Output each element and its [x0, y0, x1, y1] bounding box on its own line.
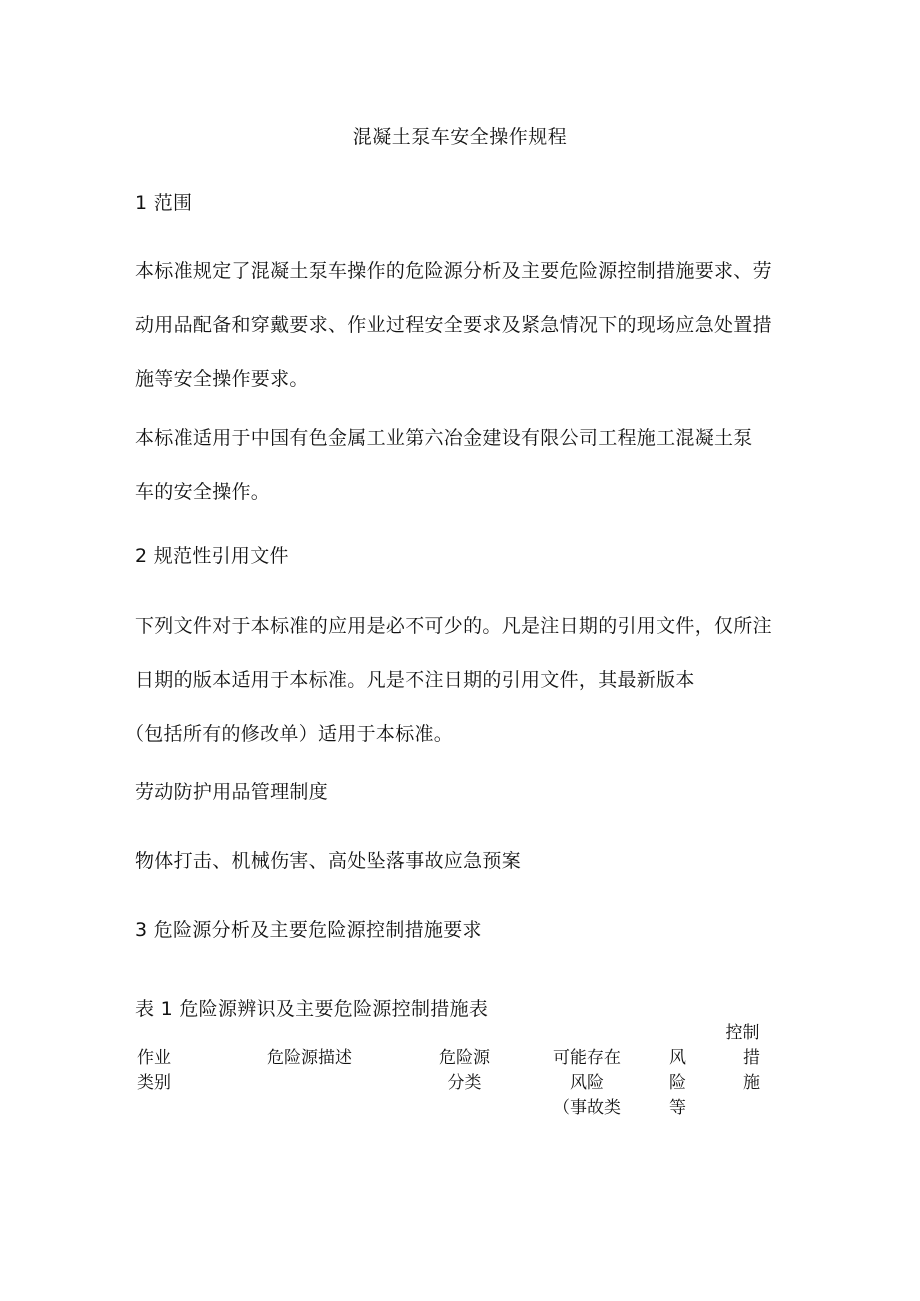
section-2-heading: 2 规范性引用文件: [135, 545, 289, 567]
header-control-measures: 控制 措 施: [725, 1023, 760, 1093]
table-caption: 表 1 危险源辨识及主要危险源控制措施表: [135, 998, 489, 1020]
header-possible-risk: 可能存在 风险 （事故类: [553, 1048, 621, 1118]
section-2-paragraph: 下列文件对于本标准的应用是必不可少的。凡是注日期的引用文件，仅所注 日期的版本适用于本标准。凡是不注日期的引用文件，其最新版本 （包括所有的修改单）适用于本标准。: [125, 615, 772, 745]
section-1-paragraph-1: 本标准规定了混凝土泵车操作的危险源分析及主要危险源控制措施要求、劳 动用品配备和穿戴要求、作业过程安全要求及紧急情况下的现场应急处置措 施等安全操作要求。: [135, 260, 772, 390]
reference-item-1: 劳动防护用品管理制度: [135, 781, 329, 803]
hazard-table-header: [135, 1020, 795, 1130]
header-risk-level: 风 险 等: [669, 1048, 686, 1118]
document-title: 混凝土泵车安全操作规程: [352, 126, 568, 148]
section-3-heading: 3 危险源分析及主要危险源控制措施要求: [135, 919, 482, 941]
section-1-heading: 1 范围: [135, 192, 193, 214]
section-1-paragraph-2: 本标准适用于中国有色金属工业第六冶金建设有限公司工程施工混凝土泵 车的安全操作。: [135, 427, 753, 503]
header-work-category: 作业 类别: [137, 1048, 171, 1093]
header-hazard-classification: 危险源 分类: [439, 1048, 490, 1093]
reference-item-2: 物体打击、机械伤害、高处坠落事故应急预案: [135, 850, 522, 872]
header-hazard-description: 危险源描述: [267, 1048, 352, 1068]
